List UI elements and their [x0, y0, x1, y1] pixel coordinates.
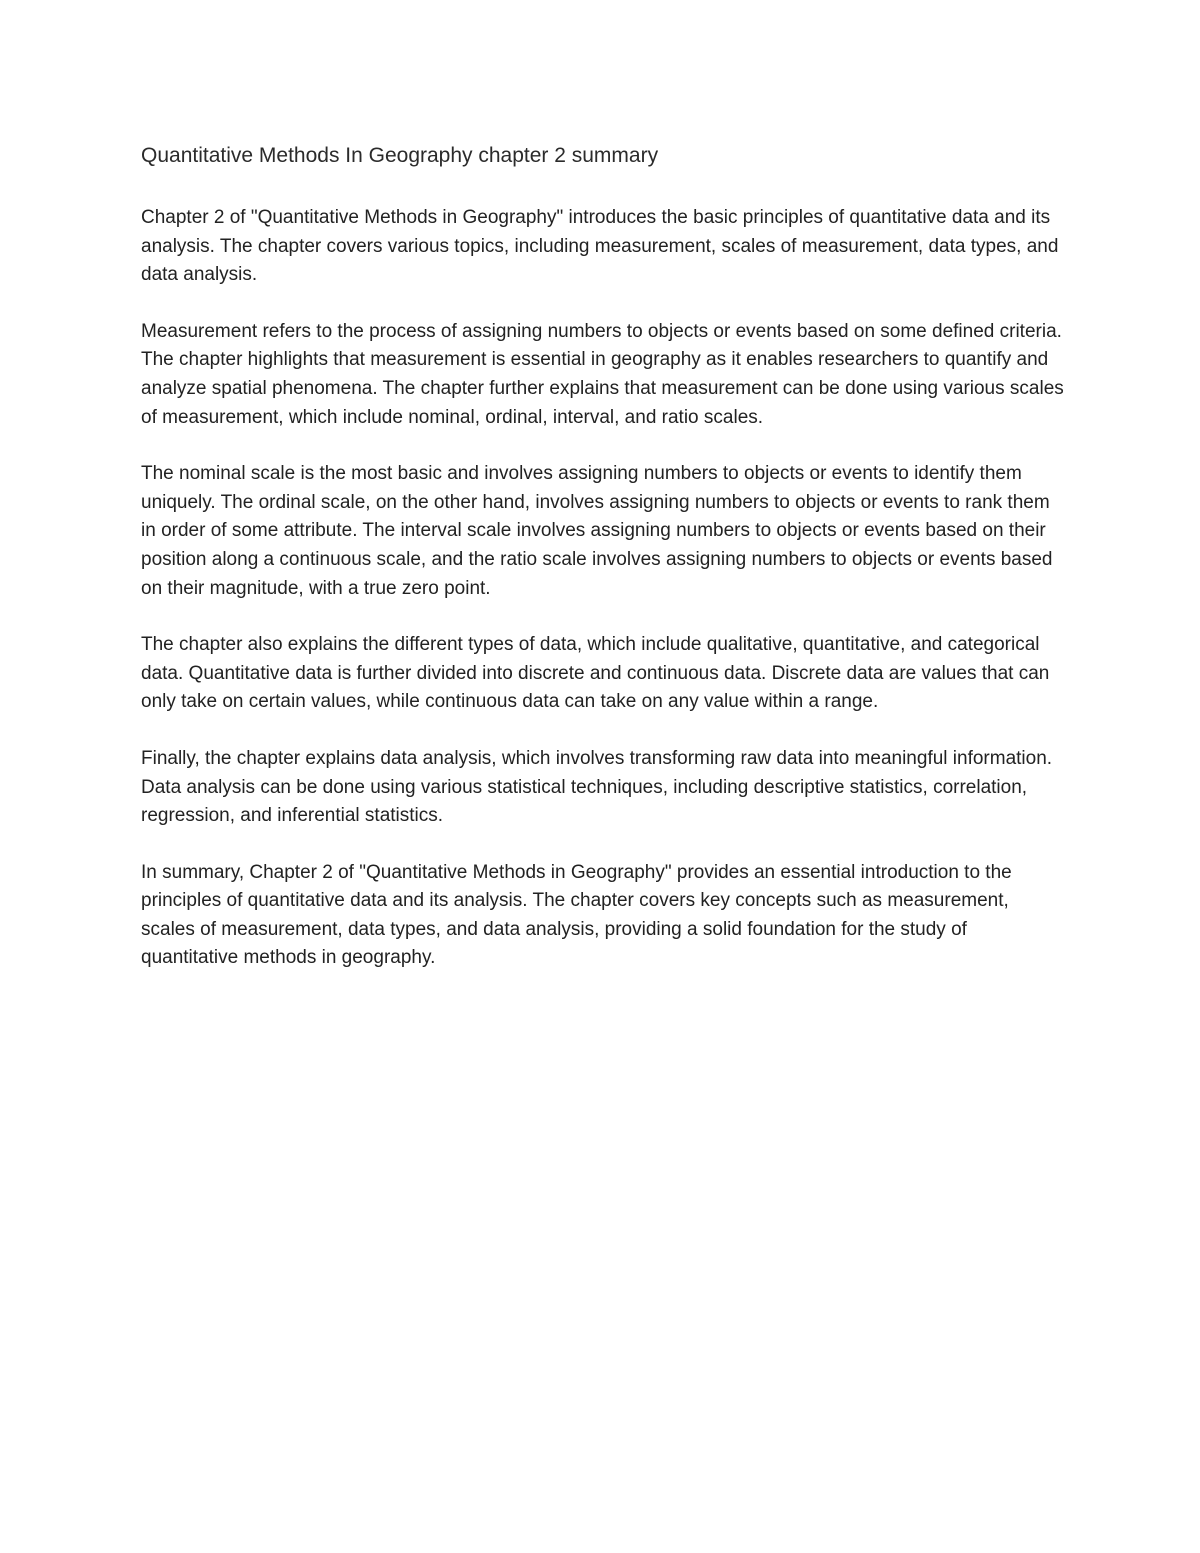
paragraph-measurement: Measurement refers to the process of assigning numbers to objects or events based on some defined criteria. The chapter highlights that measurement is essential in geography as it enables researchers to quantify and analyze spatial phenomena. The chapter further explains that measurement can be done using various scales of measurement, which include nominal, ordinal, interval, and ratio scales.: [141, 320, 1064, 428]
spacer: [141, 831, 1066, 859]
paragraph-data-types: The chapter also explains the different types of data, which include qualitative, quantitative, and categorical data. Quantitative data is further divided into discrete and continuous data. Discrete data are values that can only take on certain values, while continuous data can take on any value within a range.: [141, 634, 1050, 713]
spacer: [141, 432, 1066, 460]
spacer: [141, 717, 1066, 745]
spacer: [141, 171, 1066, 204]
document-title: Quantitative Methods In Geography chapter 2 summary: [141, 144, 659, 167]
spacer: [141, 603, 1066, 631]
paragraph-summary: In summary, Chapter 2 of "Quantitative Methods in Geography" provides an essential introduction to the principles of quantitative data and its analysis. The chapter covers key concepts such as measurement, scales of measurement, data types, and data analysis, providing a solid foundation for the study of quantitative methods in geography.: [141, 861, 1012, 969]
document-body: [141, 141, 1066, 973]
spacer: [141, 290, 1066, 318]
paragraph-introduction: Chapter 2 of "Quantitative Methods in Geography" introduces the basic principles of quantitative data and its analysis. The chapter covers various topics, including measurement, scales of measurement, data types, and data analysis.: [141, 207, 1059, 286]
paragraph-data-analysis: Finally, the chapter explains data analysis, which involves transforming raw data into meaningful information. Data analysis can be done using various statistical techniques, including descriptive statistics, correlation, regression, and inferential statistics.: [141, 747, 1053, 827]
paragraph-scales: The nominal scale is the most basic and involves assigning numbers to objects or events to identify them uniquely. The ordinal scale, on the other hand, involves assigning numbers to objects or events to rank them in order of some attribute. The interval scale involves assigning numbers to objects or events based on their position along a continuous scale, and the ratio scale involves assigning numbers to objects or events based on their magnitude, with a true zero point.: [141, 463, 1053, 599]
